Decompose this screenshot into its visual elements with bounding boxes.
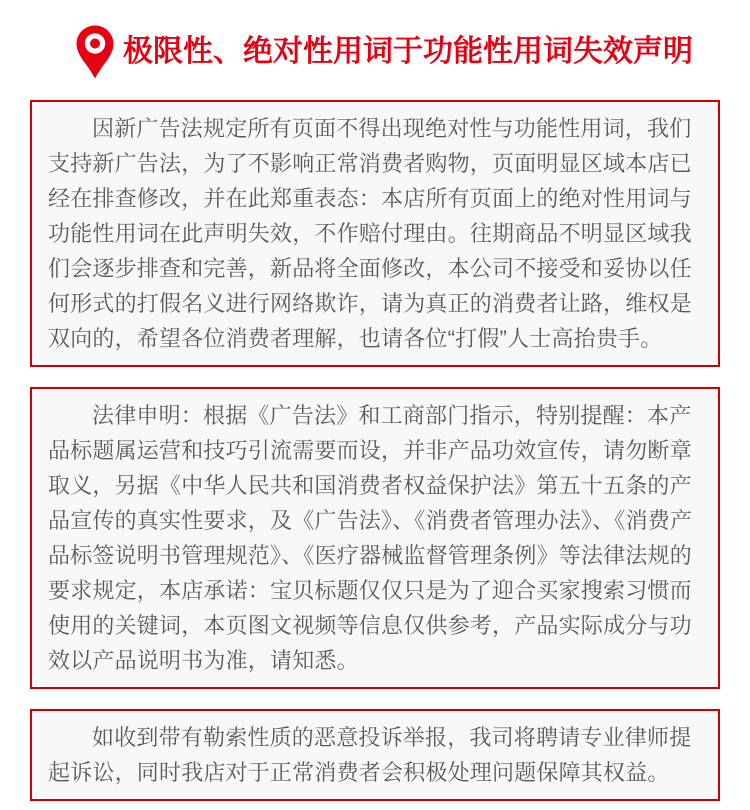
notice-text-complaint-warning: 如收到带有勒索性质的恶意投诉举报，我司将聘请专业律师提起诉讼，同时我店对于正常消费者会积极处理问题保障其权益。: [48, 725, 692, 785]
page-header: [76, 22, 720, 82]
notice-text-legal-statement: 法律申明：根据《广告法》和工商部门指示，特别提醒：本产品标题属运营和技巧引流需要而设，并非产品功效宣传，请勿断章取义，另据《中华人民共和国消费者权益保护法》第五十五条的产品宣传的真实性要求，及《广告法》、《消费者管理办法》、《消费产品标签说明书管理规范》、《医疗器械监督管理条例》等法律法规的要求规定，本店承诺：宝贝标题仅仅只是为了迎合买家搜索习惯而使用的关键词，本页图文视频等信息仅供参考，产品实际成分与功效以产品说明书为准，请知悉。: [48, 403, 693, 673]
notice-box-legal-statement: [30, 387, 720, 689]
notice-box-complaint-warning: [30, 709, 720, 801]
page-title: 极限性、绝对性用词于功能性用词失效声明: [123, 35, 693, 68]
location-pin-icon: [76, 25, 114, 79]
notice-box-new-ad-law: [30, 100, 720, 367]
notice-text-new-ad-law: 因新广告法规定所有页面不得出现绝对性与功能性用词，我们支持新广告法，为了不影响正常消费者购物，页面明显区域本店已经在排查修改，并在此郑重表态：本店所有页面上的绝对性用词与功能性用词在此声明失效，不作赔付理由。往期商品不明显区域我们会逐步排查和完善，新品将全面修改，本公司不接受和妥协以任何形式的打假名义进行网络欺诈，请为真正的消费者让路，维权是双向的，希望各位消费者理解，也请各位“打假”人士高抬贵手。: [48, 116, 692, 351]
